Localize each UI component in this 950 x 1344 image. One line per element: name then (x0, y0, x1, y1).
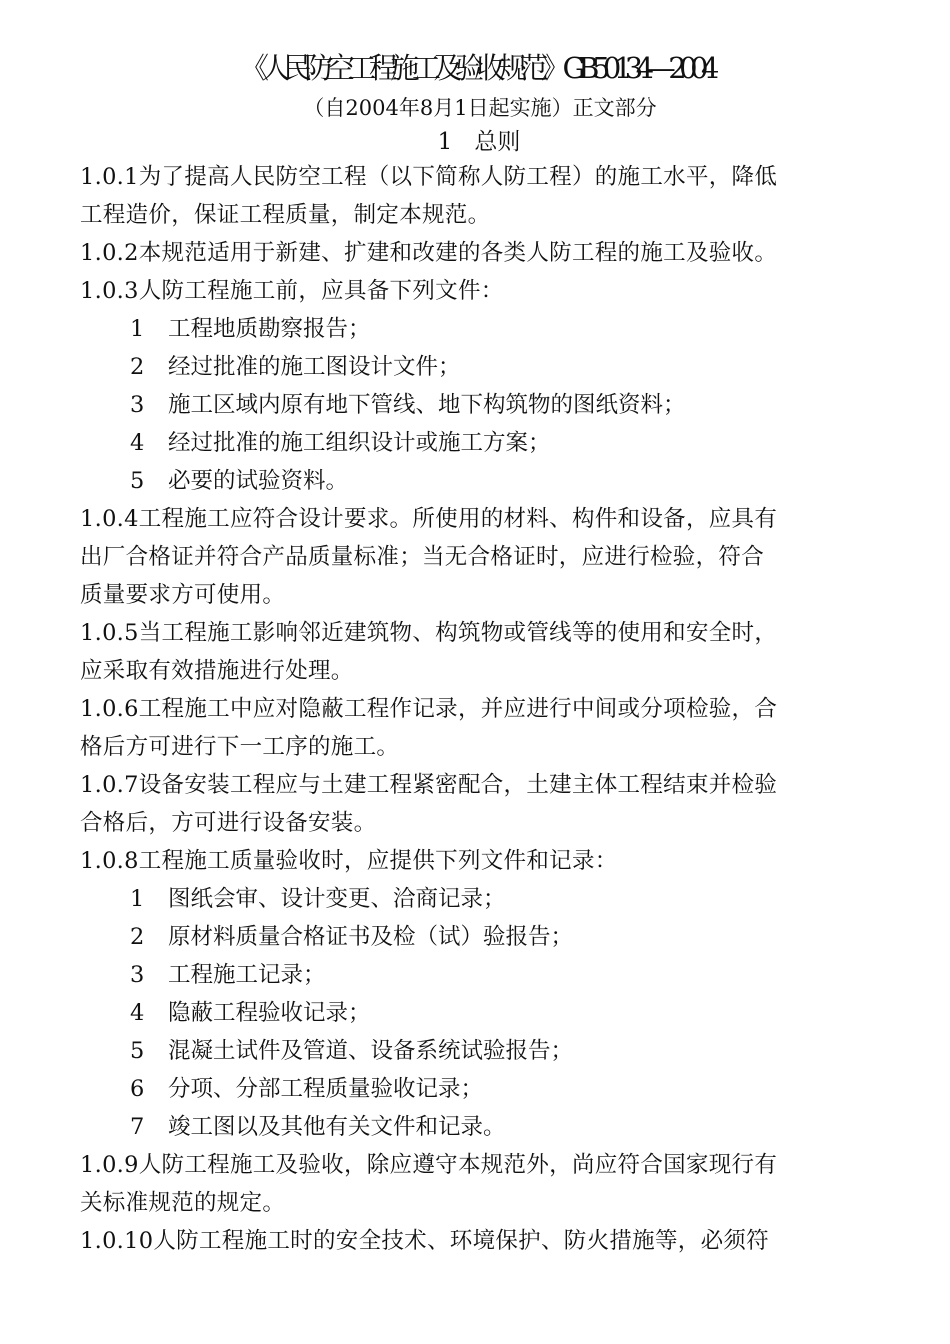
chapter-heading (78, 126, 880, 158)
document-title: 《人民防空工程施工及验收规范》GB50134—2004 (239, 51, 713, 85)
list-item-number: 2 (130, 354, 145, 380)
list-item (80, 462, 880, 500)
document-page (80, 46, 880, 1260)
list-item-number: 5 (130, 468, 145, 494)
list-item-number: 3 (130, 962, 145, 988)
list-item (80, 918, 880, 956)
list-item-text: 工程地质勘察报告； (168, 316, 371, 342)
clause-continuation-line: 质量要求方可使用。 (80, 582, 286, 608)
list-item (80, 956, 880, 994)
list-item-text: 图纸会审、设计变更、洽商记录； (168, 886, 506, 912)
list-item-number: 2 (130, 924, 145, 950)
clause-line: 1.0.10人防工程施工时的安全技术、环境保护、防火措施等，必须符 (80, 1228, 769, 1254)
chapter-number: 1 (437, 129, 453, 155)
list-item-text: 工程施工记录； (168, 962, 326, 988)
clause-continuation-line: 合格后，方可进行设备安装。 (80, 810, 377, 836)
list-item (80, 1108, 880, 1146)
clause-line: 1.0.1为了提高人民防空工程（以下简称人防工程）的施工水平，降低 (80, 164, 778, 190)
list-item (80, 348, 880, 386)
list-item-number: 1 (130, 886, 145, 912)
list-item-text: 分项、分部工程质量验收记录； (168, 1076, 484, 1102)
clause-continuation-line: 应采取有效措施进行处理。 (80, 658, 354, 684)
chapter-name: 总则 (474, 129, 521, 155)
list-item-text: 必要的试验资料。 (168, 468, 349, 494)
list-item (80, 1070, 880, 1108)
clause-line: 1.0.7设备安装工程应与土建工程紧密配合，土建主体工程结束并检验 (80, 772, 778, 798)
list-item-text: 经过批准的施工图设计文件； (168, 354, 461, 380)
list-item-text: 原材料质量合格证书及检（试）验报告； (168, 924, 574, 950)
list-item-number: 3 (130, 392, 145, 418)
list-item (80, 386, 880, 424)
list-item-number: 5 (130, 1038, 145, 1064)
clause-line: 1.0.5当工程施工影响邻近建筑物、构筑物或管线等的使用和安全时， (80, 620, 778, 646)
list-item-number: 4 (130, 430, 145, 456)
list-item-text: 混凝土试件及管道、设备系统试验报告； (168, 1038, 574, 1064)
list-item-text: 竣工图以及其他有关文件和记录。 (168, 1114, 506, 1140)
list-item (80, 424, 880, 462)
document-body (80, 158, 880, 1260)
list-item-text: 隐蔽工程验收记录； (168, 1000, 371, 1026)
list-item (80, 994, 880, 1032)
clause-continuation-line: 工程造价，保证工程质量，制定本规范。 (80, 202, 491, 228)
list-item-number: 4 (130, 1000, 145, 1026)
clause-line: 1.0.3人防工程施工前，应具备下列文件： (80, 278, 504, 304)
clause-line: 1.0.9人防工程施工及验收，除应遵守本规范外，尚应符合国家现行有 (80, 1152, 778, 1178)
clause-line: 1.0.6工程施工中应对隐蔽工程作记录，并应进行中间或分项检验，合 (80, 696, 778, 722)
clause-continuation-line: 出厂合格证并符合产品质量标准；当无合格证时，应进行检验，符合 (80, 544, 765, 570)
list-item (80, 310, 880, 348)
document-subtitle: （自2004年8月1日起实施）正文部分 (303, 96, 657, 120)
list-item (80, 880, 880, 918)
list-item-text: 经过批准的施工组织设计或施工方案； (168, 430, 551, 456)
list-item-number: 6 (130, 1076, 145, 1102)
list-item (80, 1032, 880, 1070)
clause-continuation-line: 格后方可进行下一工序的施工。 (80, 734, 400, 760)
clause-continuation-line: 关标准规范的规定。 (80, 1190, 286, 1216)
clause-line: 1.0.4工程施工应符合设计要求。所使用的材料、构件和设备，应具有 (80, 506, 778, 532)
list-item-number: 1 (130, 316, 145, 342)
list-item-text: 施工区域内原有地下管线、地下构筑物的图纸资料； (168, 392, 686, 418)
list-item-number: 7 (130, 1114, 145, 1140)
clause-line: 1.0.8工程施工质量验收时，应提供下列文件和记录： (80, 848, 618, 874)
clause-line: 1.0.2本规范适用于新建、扩建和改建的各类人防工程的施工及验收。 (80, 240, 778, 266)
